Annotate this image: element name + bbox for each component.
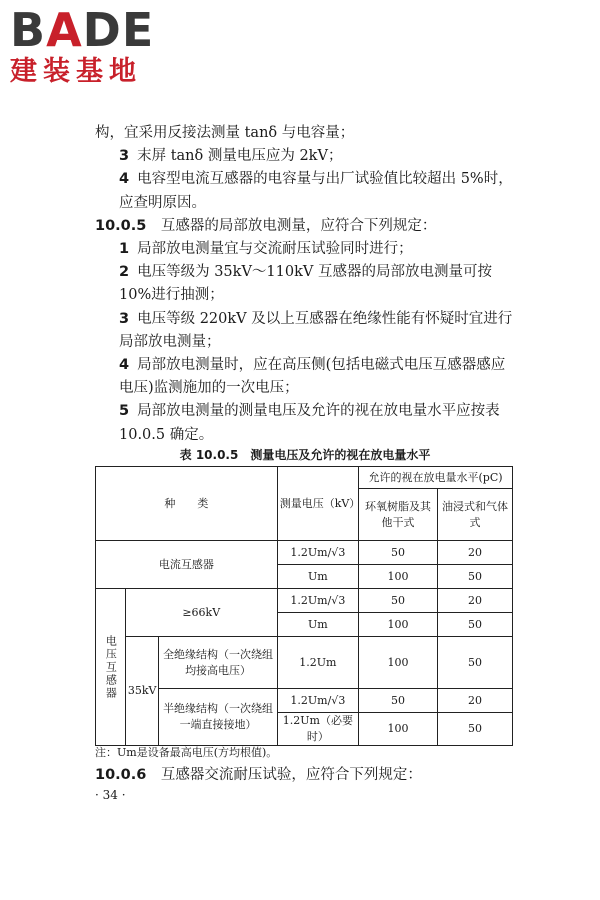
brand-logo — [10, 3, 180, 88]
cell-oil: 50 — [438, 565, 513, 589]
list-item: 2 电压等级为 35kV～110kV 互感器的局部放电测量可按10%进行抽测； — [119, 264, 492, 304]
row-half-insulation: 半绝缘结构（一次绕组一端直接接地） — [159, 689, 277, 746]
header-kind: 种 类 — [96, 467, 278, 541]
cell-epoxy: 100 — [359, 613, 438, 637]
cell-oil: 20 — [438, 541, 513, 565]
body-text — [95, 122, 515, 447]
discharge-table — [95, 466, 513, 746]
list-item: 1 局部放电测量宜与交流耐压试验同时进行； — [119, 241, 413, 258]
cell-epoxy: 50 — [359, 541, 438, 565]
cell-epoxy: 100 — [359, 637, 438, 689]
cell-epoxy: 100 — [359, 713, 438, 746]
row-current-transformer: 电流互感器 — [96, 541, 278, 589]
cell-epoxy: 100 — [359, 565, 438, 589]
cell-voltage: 1.2Um/√3 — [277, 689, 358, 713]
list-item: 3 电压等级 220kV 及以上互感器在绝缘性能有怀疑时宜进行局部放电测量； — [119, 310, 513, 350]
page-number: · 34 · — [95, 788, 126, 802]
cell-oil: 20 — [438, 589, 513, 613]
logo-subtitle: 建装基地 — [10, 56, 142, 87]
header-voltage: 测量电压（kV） — [277, 467, 358, 541]
row-35kv: 35kV — [125, 637, 159, 746]
cell-oil: 20 — [438, 689, 513, 713]
header-epoxy: 环氧树脂及其他干式 — [359, 489, 438, 541]
cell-voltage: 1.2Um（必要时） — [277, 713, 358, 746]
logo-wordmark: BADE — [10, 3, 155, 57]
list-item: 3 末屏 tanδ 测量电压应为 2kV； — [119, 148, 343, 165]
cell-oil: 50 — [438, 713, 513, 746]
clause-heading: 10.0.5 互感器的局部放电测量，应符合下列规定： — [95, 217, 437, 234]
header-oil: 油浸式和气体式 — [438, 489, 513, 541]
table-caption: 表 10.0.5 测量电压及允许的视在放电量水平 — [179, 448, 431, 462]
list-item: 4 局部放电测量时，应在高压侧(包括电磁式电压互感器感应电压)监测施加的一次电压； — [119, 357, 506, 397]
cell-epoxy: 50 — [359, 689, 438, 713]
table-note: 注：Um是设备最高电压(方均根值)。 — [95, 746, 278, 759]
cell-voltage: 1.2Um/√3 — [277, 589, 358, 613]
row-voltage-transformer: 电压互感器 — [96, 589, 126, 746]
header-allowed: 允许的视在放电量水平(pC) — [359, 467, 513, 489]
row-full-insulation: 全绝缘结构（一次绕组均接高电压） — [159, 637, 277, 689]
cell-epoxy: 50 — [359, 589, 438, 613]
continuation-line: 构，宜采用反接法测量 tanδ 与电容量； — [95, 125, 355, 141]
row-ge66: ≥66kV — [125, 589, 277, 637]
list-item: 5 局部放电测量的测量电压及允许的视在放电量水平应按表 10.0.5 确定。 — [119, 403, 500, 443]
cell-oil: 50 — [438, 637, 513, 689]
cell-oil: 50 — [438, 613, 513, 637]
cell-voltage: 1.2Um/√3 — [277, 541, 358, 565]
cell-voltage: 1.2Um — [277, 637, 358, 689]
clause-heading: 10.0.6 互感器交流耐压试验，应符合下列规定： — [95, 767, 422, 783]
cell-voltage: Um — [277, 613, 358, 637]
list-item: 4 电容型电流互感器的电容量与出厂试验值比较超出 5%时，应查明原因。 — [119, 171, 513, 211]
cell-voltage: Um — [277, 565, 358, 589]
